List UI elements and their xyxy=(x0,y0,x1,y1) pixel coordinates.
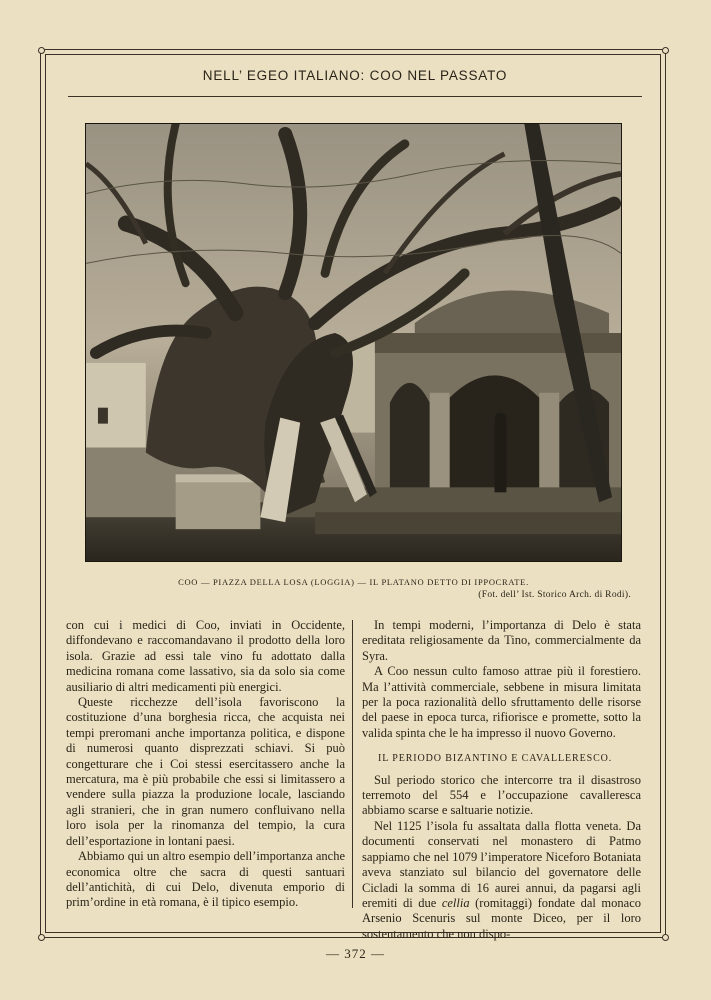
frame-corner-ornament xyxy=(38,47,45,54)
paragraph-text: Nel 1125 l’isola fu assaltata dalla flotta veneta. Da documenti conservati nel monastero di Patmo sappiamo che nel 1079 l’imperatore Niceforo Botaniata aveva stanziato sul bilancio del governatore delle Cicladi la somma di 16 aurei annui, da pagarsi agli eremiti di due xyxy=(362,818,641,910)
header-rule xyxy=(68,96,642,97)
paragraph-text: (romitaggi) fondate dal monaco Arsenio Scenuris sul monte Diceo, per il loro sostentamento che non dispo- xyxy=(362,895,642,941)
running-header: NELL’ EGEO ITALIANO: COO NEL PASSATO xyxy=(202,68,508,83)
frame-corner-ornament xyxy=(662,934,669,941)
paragraph: A Coo nessun culto famoso attrae più il forestiero. Ma l’attività commerciale, sebbene in misura limitata per la poca razionalità dello sfruttamento delle risorse del paese in epoca turca, rifiorisce e promette, sotto la valida spinta che le ha impresso il nuovo Governo. xyxy=(362,664,641,740)
column-divider xyxy=(352,620,353,908)
paragraph: con cui i medici di Coo, inviati in Occidente, diffondevano e raccomandavano il prodotto della loro isola. Grazie ad essi tale vino fu adottato dalla medicina romana come lassativo, sia da solo sia come ausiliario di altri medicamenti più energici. xyxy=(66,618,345,694)
frame-corner-ornament xyxy=(662,47,669,54)
page-number: — 372 — xyxy=(326,946,385,961)
frame-corner-ornament xyxy=(38,934,45,941)
italic-term: cellia xyxy=(441,895,470,910)
text-column-right xyxy=(362,618,641,942)
paragraph: In tempi moderni, l’importanza di Delo è stata ereditata religiosamente da Tino, commercialmente da Syra. xyxy=(362,618,641,663)
paragraph: Abbiamo qui un altro esempio dell’importanza anche economica oltre che sacra di questi santuari dell’antichità, di cui Delo, divenuta emporio di prim’ordine in età romana, è il tipico esempio. xyxy=(66,849,345,910)
paragraph xyxy=(362,819,641,942)
photograph-plane-tree-of-hippocrates xyxy=(85,123,622,562)
paragraph: Sul periodo storico che intercorre tra il disastroso terremoto del 554 e l’occupazione cavalleresca abbiamo scarse e saltuarie notizie. xyxy=(362,772,641,818)
photo-illustration xyxy=(86,124,621,561)
text-column-left xyxy=(66,618,345,911)
paragraph: Queste ricchezze dell’isola favoriscono la costituzione d’una borghesia ricca, che acquista nei tempi preromani anche importanza politica, e dispone di numerosi quanto disprezzati schiavi. Si può congetturare che i Coi stessi esercitassero anche la mercatura, ma è più probabile che essi si limitassero a vendere sulla piazza la produzione locale, lasciando agli stranieri, che in gran numero confluivano nella loro isola per la rinomanza del tempio, la cura dell’esportazione in lontani paesi. xyxy=(66,695,345,848)
photo-credit: (Fot. dell’ Ist. Storico Arch. di Rodi). xyxy=(478,590,631,600)
photo-caption: COO — PIAZZA DELLA LOSA (LOGGIA) — IL PLATANO DETTO DI IPPOCRATE. xyxy=(178,577,529,587)
section-heading: IL PERIODO BIZANTINO E CAVALLERESCO. xyxy=(378,753,613,765)
